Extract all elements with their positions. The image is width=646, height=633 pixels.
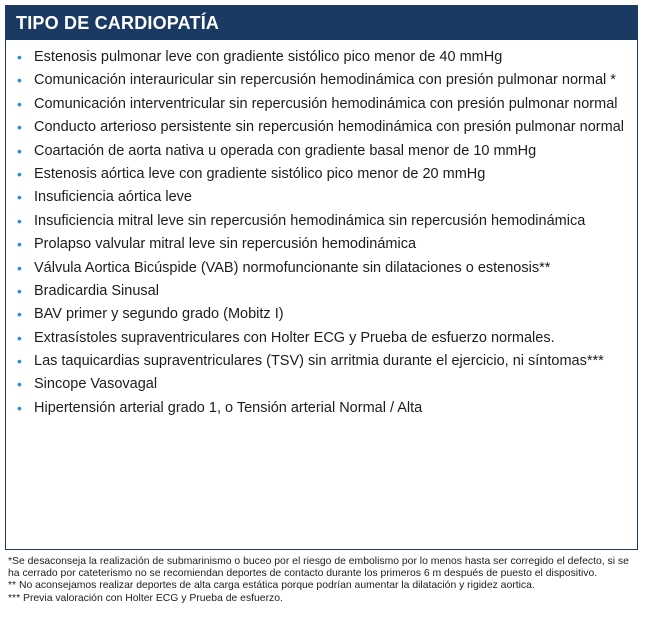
footnotes <box>8 556 640 605</box>
list-item-text: Sincope Vasovagal <box>34 376 158 393</box>
list-item <box>16 71 627 89</box>
footnote: *** Previa valoración con Holter ECG y Prueba de esfuerzo. <box>8 592 283 604</box>
table-header: TIPO DE CARDIOPATÍA <box>6 6 637 40</box>
list-item-text: Comunicación interauricular sin repercusión hemodinámica con presión pulmonar normal * <box>34 72 616 89</box>
list-item <box>16 235 627 253</box>
bullet-icon: • <box>17 142 22 159</box>
list-item <box>16 48 627 66</box>
list-item-text: Las taquicardias supraventriculares (TSV) sin arritmia durante el ejercicio, ni síntomas*** <box>34 353 604 370</box>
bullet-icon: • <box>17 72 22 89</box>
bullet-icon: • <box>17 376 22 393</box>
bullet-icon: • <box>17 282 22 299</box>
bullet-icon: • <box>17 212 22 229</box>
footnote: ** No aconsejamos realizar deportes de alta carga estática porque podrían aumentar la dilatación y rigidez aortica. <box>8 580 535 592</box>
list-item <box>16 282 627 300</box>
bullet-icon: • <box>17 119 22 136</box>
list-item-text: Bradicardia Sinusal <box>34 282 159 299</box>
footnote: *Se desaconseja la realización de submarinismo o buceo por el riesgo de embolismo por lo menos hasta ser corregido el defecto, si se ha cerrado por cateterismo no se recomiendan deportes de contacto durante los primeros 6 m después de puesto el dispositivo. <box>8 556 629 580</box>
list-item <box>16 118 627 136</box>
list-item-text: BAV primer y segundo grado (Mobitz I) <box>34 306 284 323</box>
list-item <box>16 399 627 417</box>
list-item-text: Estenosis aórtica leve con gradiente sistólico pico menor de 20 mmHg <box>34 165 486 182</box>
list-item-text: Comunicación interventricular sin repercusión hemodinámica con presión pulmonar normal <box>34 95 618 112</box>
bullet-icon: • <box>17 49 22 65</box>
list-item-text: Hipertensión arterial grado 1, o Tensión arterial Normal / Alta <box>34 399 423 416</box>
list-item-text: Insuficiencia aórtica leve <box>34 189 192 206</box>
bullet-icon: • <box>17 259 22 276</box>
bullet-icon: • <box>17 399 22 416</box>
list-item <box>16 305 627 323</box>
cardiopathy-list <box>6 40 637 417</box>
list-item <box>16 375 627 393</box>
list-item <box>16 212 627 230</box>
list-item-text: Estenosis pulmonar leve con gradiente sistólico pico menor de 40 mmHg <box>34 49 503 65</box>
list-item <box>16 142 627 160</box>
bullet-icon: • <box>17 236 22 253</box>
list-item <box>16 165 627 183</box>
list-item <box>16 329 627 347</box>
list-item-text: Coartación de aorta nativa u operada con gradiente basal menor de 10 mmHg <box>34 142 537 159</box>
list-item-text: Prolapso valvular mitral leve sin repercusión hemodinámica <box>34 236 417 253</box>
list-item <box>16 95 627 113</box>
list-item-text: Conducto arterioso persistente sin repercusión hemodinámica con presión pulmonar normal <box>34 119 624 136</box>
bullet-icon: • <box>17 329 22 346</box>
list-item <box>16 259 627 277</box>
list-item-text: Extrasístoles supraventriculares con Holter ECG y Prueba de esfuerzo normales. <box>34 329 555 346</box>
list-item-text: Insuficiencia mitral leve sin repercusión hemodinámica sin repercusión hemodinámica <box>34 212 586 229</box>
bullet-icon: • <box>17 165 22 182</box>
cardiopathy-table <box>5 5 638 550</box>
bullet-icon: • <box>17 95 22 112</box>
bullet-icon: • <box>17 306 22 323</box>
list-item <box>16 352 627 370</box>
list-item-text: Válvula Aortica Bicúspide (VAB) normofuncionante sin dilataciones o estenosis** <box>34 259 551 276</box>
bullet-icon: • <box>17 189 22 206</box>
bullet-icon: • <box>17 353 22 370</box>
list-item <box>16 188 627 206</box>
